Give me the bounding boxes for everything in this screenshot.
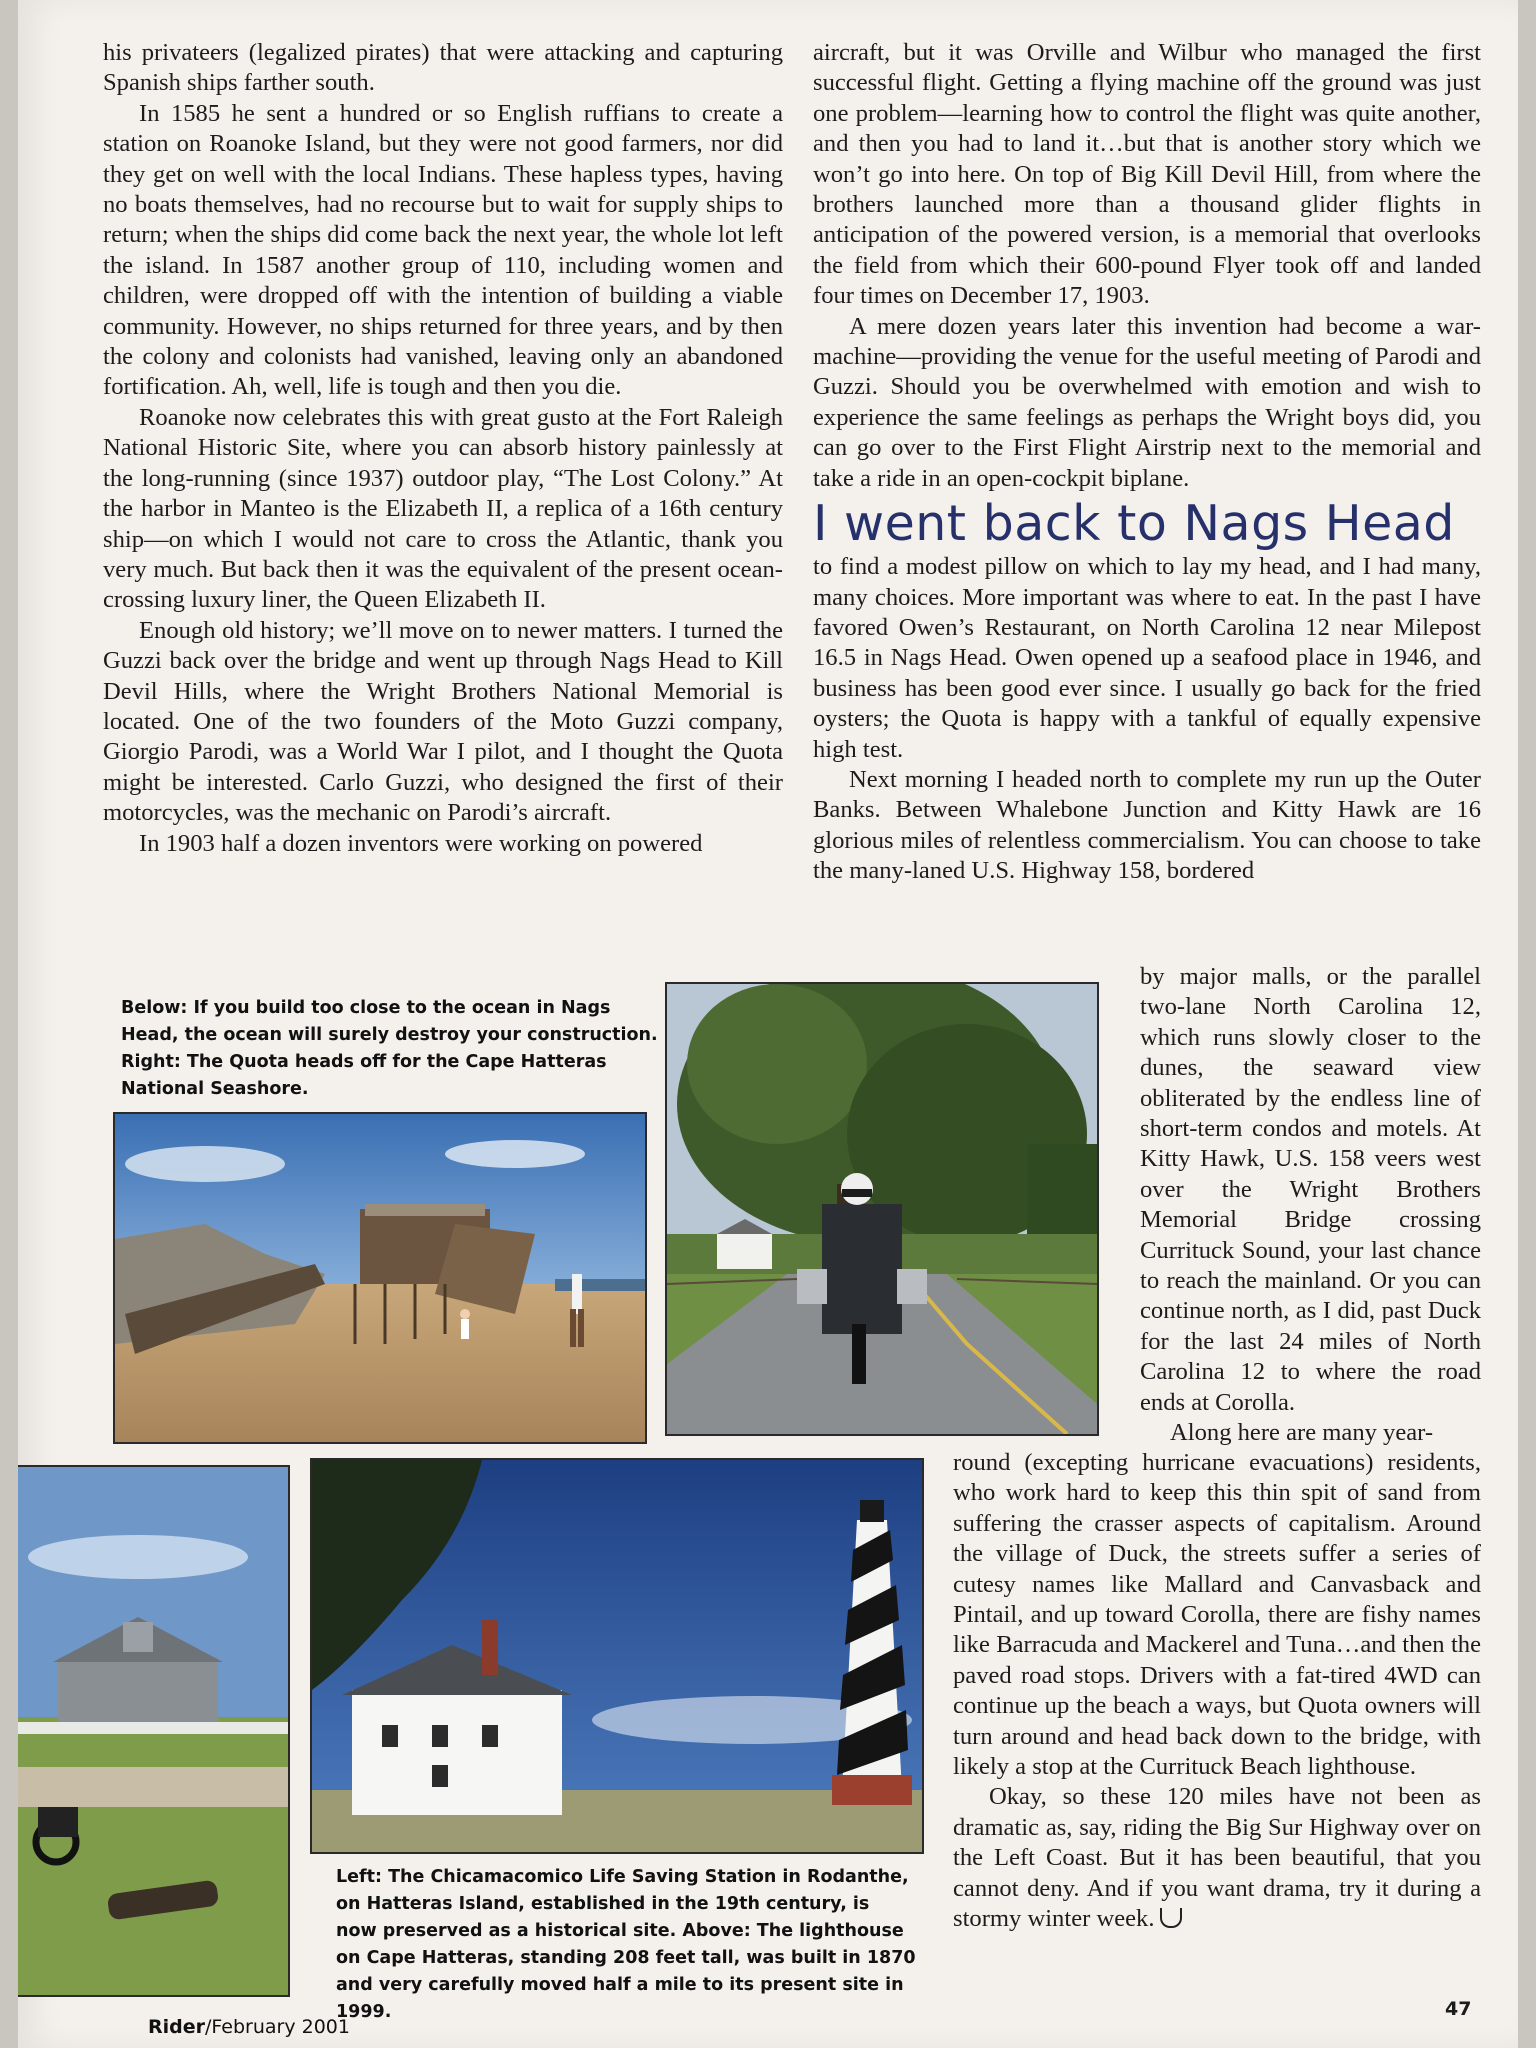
photo-lighthouse xyxy=(310,1458,924,1854)
magazine-footer xyxy=(148,2016,350,2038)
photo-caption-bottom: Left: The Chicamacomico Life Saving Station in Rodanthe, on Hatteras Island, established in the 19th century, is now preserved as a historical site. Above: The lighthouse on Cape Hatteras, standing 208 feet tall, was built in 1870 and very carefully moved half a mile to its present site in 1999. xyxy=(336,1867,916,2022)
paragraph: In 1903 half a dozen inventors were working on powered xyxy=(139,829,703,857)
article-wrap-text xyxy=(1140,962,1481,1449)
paragraph: Next morning I headed north to complete my run up the Outer Banks. Between Whalebone Junction and Kitty Hawk are 16 glorious miles of relentless commercialism. You can choose to take the many-laned U.S. Highway 158, bordered xyxy=(813,765,1481,885)
paragraph: aircraft, but it was Orville and Wilbur who managed the first successful flight. Getting a flying machine off the ground was just one problem—learning how to control the flight was quite another, and then you had to land it…but that is another story which we won’t go into here. On top of Big Kill Devil Hill, from where the brothers launched more than a thousand glider flights in anticipation of the powered version, is a memorial that overlooks the field from which their 600-pound Flyer took off and landed four times on December 17, 1903. xyxy=(813,39,1481,310)
photo-motorcycle-road xyxy=(665,982,1099,1436)
paragraph: to find a modest pillow on which to lay my head, and I had many, many choices. More important was where to eat. In the past I have favored Owen’s Restaurant, on North Carolina 12 near Milepost 16.5 in Nags Head. Owen opened up a seafood place in 1946, and business has been good ever since. I usually go back for the fried oysters; the Quota is happy with a tankful of equally expensive high test. xyxy=(813,553,1481,763)
paragraph: In 1585 he sent a hundred or so English ruffians to create a station on Roanoke Island, but they were not good farmers, nor did they get on well with the local Indians. These hapless types, having no boats themselves, had no recourse but to wait for supply ships to return; when the ships did come back the next year, the whole lot left the island. In 1587 another group of 110, including women and children, were dropped off with the intention of building a viable community. However, no ships returned for three years, and by then the colony and colonists had vanished, leaving only an abandoned fortification. Ah, well, life is tough and then you die. xyxy=(103,99,783,401)
paragraph: by major malls, or the parallel two-lane North Carolina 12, which runs slowly closer to the dunes, the seaward view obliterated by the endless line of short-term condos and motels. At Kitty Hawk, U.S. 158 veers west over the Wright Brothers Memorial Bridge crossing Currituck Sound, your last chance to reach the mainland. Or you can continue north, as I did, past Duck for the last 24 miles of North Carolina 12 to where the road ends at Corolla. xyxy=(1140,963,1481,1416)
article-column-bottom xyxy=(953,1448,1481,1935)
paragraph: Roanoke now celebrates this with great gusto at the Fort Raleigh National Historic Site, where you can absorb history painlessly at the long-running (since 1937) outdoor play, “The Lost Colony.” At the harbor in Manteo is the Elizabeth II, a replica of a 16th century ship—on which I would not care to cross the Atlantic, thank you very much. But back then it was the equivalent of the present ocean-crossing luxury liner, the Queen Elizabeth II. xyxy=(103,403,783,614)
photo-beach-house xyxy=(113,1112,647,1444)
article-column-left xyxy=(103,38,783,859)
photo-caption-top: Below: If you build too close to the ocean in Nags Head, the ocean will surely destroy your construction. Right: The Quota heads off for the Cape Hatteras National Seashore. xyxy=(121,998,658,1099)
paragraph: Okay, so these 120 miles have not been as dramatic as, say, riding the Big Sur Highway over on the Left Coast. But it has been beautiful, that you cannot deny. And if you want drama, try it during a stormy winter week. xyxy=(953,1783,1481,1933)
article-column-right xyxy=(813,38,1481,887)
end-mark-icon xyxy=(1160,1908,1182,1928)
paragraph: A mere dozen years later this invention had become a war-machine—providing the venue for the useful meeting of Parodi and Guzzi. Should you be overwhelmed with emotion and wish to experience the same feelings as perhaps the Wright boys did, you can go over to the First Flight Airstrip next to the memorial and take a ride in an open-cockpit biplane. xyxy=(813,312,1481,492)
paragraph: his privateers (legalized pirates) that were attacking and capturing Spanish ships farther south. xyxy=(103,39,783,97)
photo-life-saving-station xyxy=(18,1465,290,1997)
issue-date: /February 2001 xyxy=(205,2016,350,2038)
paragraph: Enough old history; we’ll move on to newer matters. I turned the Guzzi back over the bridge and went up through Nags Head to Kill Devil Hills, where the Wright Brothers National Memorial is located. One of the two founders of the Moto Guzzi company, Giorgio Parodi, was a World War I pilot, and I thought the Quota might be interested. Carlo Guzzi, who designed the first of their motorcycles, was the mechanic on Parodi’s aircraft. xyxy=(103,616,783,827)
paragraph: Along here are many year- xyxy=(1170,1419,1434,1447)
magazine-name: Rider xyxy=(148,2016,205,2038)
magazine-page xyxy=(18,0,1518,2048)
paragraph: round (excepting hurricane evacuations) residents, who work hard to keep this thin spit of sand from suffering the crasser aspects of capitalism. Around the village of Duck, the streets suffer a series of cutesy names like Mallard and Canvasback and Pintail, and up toward Corolla, there are fishy names like Barracuda and Mackerel and Tuna…and then the paved road stops. Drivers with a fat-tired 4WD can continue up the beach a ways, but Quota owners will turn around and head back down to the bridge, with likely a stop at the Currituck Beach lighthouse. xyxy=(953,1449,1481,1781)
page-number: 47 xyxy=(1445,1998,1472,2020)
section-heading: I went back to Nags Head xyxy=(813,495,1455,553)
